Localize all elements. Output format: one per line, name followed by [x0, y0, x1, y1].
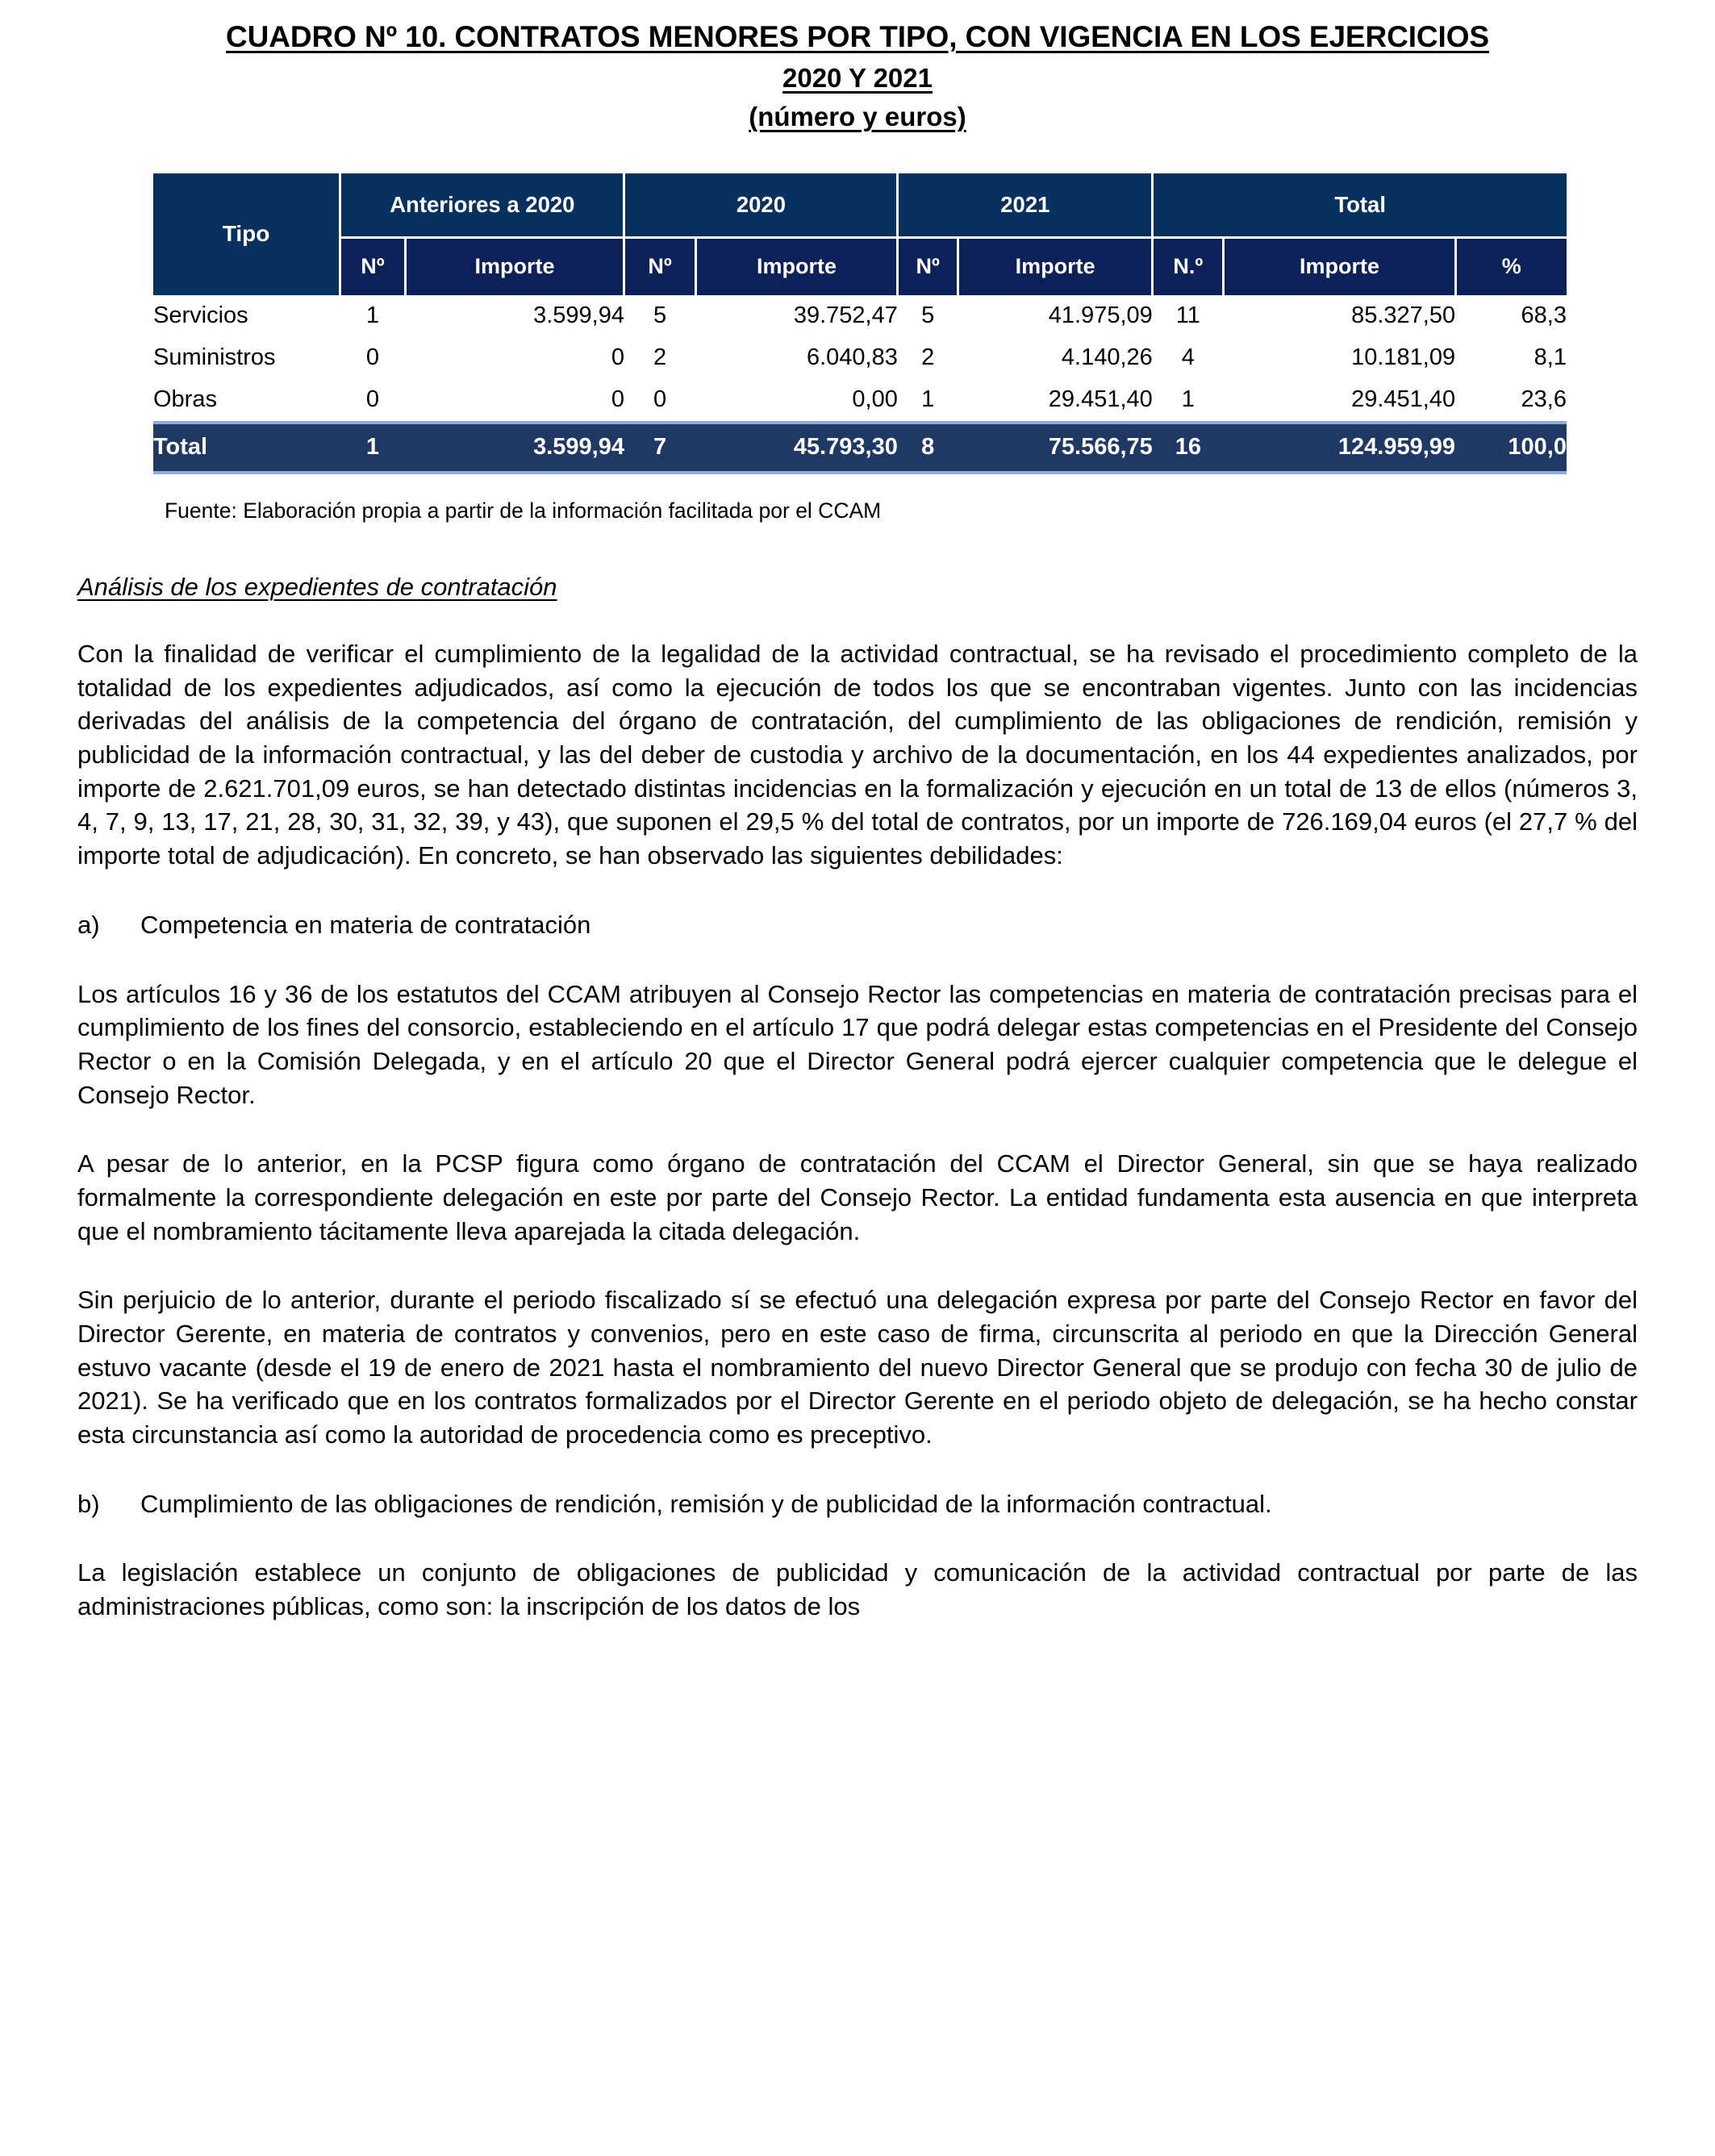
title-line-3 [77, 95, 1638, 134]
table-body [153, 295, 1567, 473]
list-item-b-label: b) [77, 1489, 100, 1518]
cell-num-2021: 1 [898, 379, 958, 423]
list-item-a [77, 873, 1638, 942]
list-item-b [77, 1452, 1638, 1521]
paragraph-articulos: Los artículos 16 y 36 de los estatutos del CCAM atribuyen al Consejo Rector las competencias en materia de contratación precisas para el cumplimiento de los fines del consorcio, estableciendo en el artículo 17 que podrá delegar estas competencias en el Presidente del Consejo Rector o en la Comisión Delegada, y en el artículo 20 que el Director General podrá ejercer cualquier competencia que le delegue el Consejo Rector. [77, 979, 1638, 1109]
cell-importe-2021: 41.975,09 [958, 295, 1153, 337]
cell-porcentaje-total: 68,3 [1455, 295, 1567, 337]
header-group-total: Total [1153, 173, 1567, 238]
header-group-2020: 2020 [624, 173, 898, 238]
cell-importe-2021: 4.140,26 [958, 337, 1153, 379]
cell-num-2020: 0 [624, 379, 695, 423]
cell-total-num-2020: 7 [624, 423, 695, 473]
header-num-total: N.º [1153, 237, 1224, 295]
cell-importe-2020: 0,00 [695, 379, 898, 423]
header-group-2021: 2021 [898, 173, 1153, 238]
cell-num-anteriores: 1 [340, 295, 405, 337]
cell-porcentaje-total: 23,6 [1455, 379, 1567, 423]
cell-porcentaje-total: 8,1 [1455, 337, 1567, 379]
list-item-b-text: Cumplimiento de las obligaciones de rendición, remisión y de publicidad de la información contractual. [140, 1489, 1272, 1518]
table-row [153, 337, 1567, 379]
table-total-row [153, 423, 1567, 473]
header-num-anteriores: Nº [340, 237, 405, 295]
cell-importe-anteriores: 3.599,94 [405, 295, 624, 337]
cell-num-2021: 2 [898, 337, 958, 379]
cell-importe-anteriores: 0 [405, 379, 624, 423]
cell-importe-total: 10.181,09 [1224, 337, 1455, 379]
paragraph-legislacion: La legislación establece un conjunto de obligaciones de publicidad y comunicación de la actividad contractual por parte de las administraciones públicas, como son: la inscripción de los datos de los [77, 1558, 1638, 1621]
cell-num-2021: 5 [898, 295, 958, 337]
header-importe-2020: Importe [695, 237, 898, 295]
header-group-anteriores-2020: Anteriores a 2020 [340, 173, 624, 238]
table-head [153, 173, 1567, 295]
list-item-a-text: Competencia en materia de contratación [140, 910, 591, 939]
contratos-menores-table [153, 173, 1567, 474]
cell-total-importe-2020: 45.793,30 [695, 423, 898, 473]
paragraph-intro: Con la finalidad de verificar el cumplimiento de la legalidad de la actividad contractual, se ha revisado el procedimiento completo de la totalidad de los expedientes adjudicados, así como la ejecución de todos los que se encontraban vigentes. Junto con las incidencias derivadas del análisis de la competencia del órgano de contratación, del cumplimiento de las obligaciones de rendición, remisión y publicidad de la información contractual, y las del deber de custodia y archivo de la documentación, en los 44 expedientes analizados, por importe de 2.621.701,09 euros, se han detectado distintas incidencias en la formalización y ejecución en un total de 13 de ellos (números 3, 4, 7, 9, 13, 17, 21, 28, 30, 31, 32, 39, y 43), que suponen el 29,5 % del total de contratos, por un importe de 726.169,04 euros (el 27,7 % del importe total de adjudicación). En concreto, se han observado las siguientes debilidades: [77, 640, 1638, 870]
cell-importe-total: 85.327,50 [1224, 295, 1455, 337]
cell-num-2020: 5 [624, 295, 695, 337]
header-importe-anteriores: Importe [405, 237, 624, 295]
cell-importe-2020: 39.752,47 [695, 295, 898, 337]
cell-importe-2021: 29.451,40 [958, 379, 1153, 423]
list-item-a-label: a) [77, 910, 100, 939]
cell-importe-anteriores: 0 [405, 337, 624, 379]
header-porcentaje-total: % [1455, 237, 1567, 295]
cell-tipo: Obras [153, 379, 340, 423]
header-tipo: Tipo [153, 173, 340, 295]
cell-total-label: Total [153, 423, 340, 473]
cell-num-total: 1 [1153, 379, 1224, 423]
header-importe-2021: Importe [958, 237, 1153, 295]
title-line-1-text: CUADRO Nº 10. CONTRATOS MENORES POR TIPO, CON VIGENCIA EN LOS EJERCICIOS [226, 20, 1489, 53]
title-line-1 [77, 0, 1638, 56]
section-heading-wrap [77, 524, 1638, 602]
page-title [77, 0, 1638, 135]
title-line-3-text: (número y euros) [749, 102, 966, 132]
cell-importe-2020: 6.040,83 [695, 337, 898, 379]
cell-total-importe-total: 124.959,99 [1224, 423, 1455, 473]
paragraph-pcsp: A pesar de lo anterior, en la PCSP figura como órgano de contratación del CCAM el Director General, sin que se haya realizado formalmente la correspondiente delegación en este por parte del Consejo Rector. La entidad fundamenta esta ausencia en que interpreta que el nombramiento tácitamente lleva aparejada la citada delegación. [77, 1149, 1638, 1245]
header-num-2020: Nº [624, 237, 695, 295]
title-line-2-text: 2020 Y 2021 [782, 63, 933, 94]
cell-num-2020: 2 [624, 337, 695, 379]
cell-tipo: Servicios [153, 295, 340, 337]
cell-total-num-anteriores: 1 [340, 423, 405, 473]
header-num-2021: Nº [898, 237, 958, 295]
cell-num-anteriores: 0 [340, 379, 405, 423]
table-row [153, 295, 1567, 337]
table-container [77, 173, 1638, 474]
title-line-2 [77, 56, 1638, 95]
paragraph-delegacion: Sin perjuicio de lo anterior, durante el periodo fiscalizado sí se efectuó una delegación expresa por parte del Consejo Rector en favor del Director Gerente, en materia de contratos y convenios, pero en este caso de firma, circunscrita al periodo en que la Dirección General estuvo vacante (desde el 19 de enero de 2021 hasta el nombramiento del nuevo Director General que se produjo con fecha 30 de julio de 2021). Se ha verificado que en los contratos formalizados por el Director Gerente en el periodo objeto de delegación, se ha hecho constar esta circunstancia así como la autoridad de procedencia como es preceptivo. [77, 1286, 1638, 1449]
cell-num-total: 11 [1153, 295, 1224, 337]
table-sub-header-row [153, 237, 1567, 295]
table-row [153, 379, 1567, 423]
table-source-note: Fuente: Elaboración propia a partir de la información facilitada por el CCAM [165, 498, 882, 523]
cell-importe-total: 29.451,40 [1224, 379, 1455, 423]
section-heading: Análisis de los expedientes de contratación [77, 573, 557, 601]
cell-num-anteriores: 0 [340, 337, 405, 379]
cell-total-porcentaje: 100,0 [1455, 423, 1567, 473]
cell-tipo: Suministros [153, 337, 340, 379]
cell-total-num-2021: 8 [898, 423, 958, 473]
header-importe-total: Importe [1224, 237, 1455, 295]
cell-num-total: 4 [1153, 337, 1224, 379]
table-group-header-row [153, 173, 1567, 238]
cell-total-importe-anteriores: 3.599,94 [405, 423, 624, 473]
cell-total-importe-2021: 75.566,75 [958, 423, 1153, 473]
cell-total-num-total: 16 [1153, 423, 1224, 473]
